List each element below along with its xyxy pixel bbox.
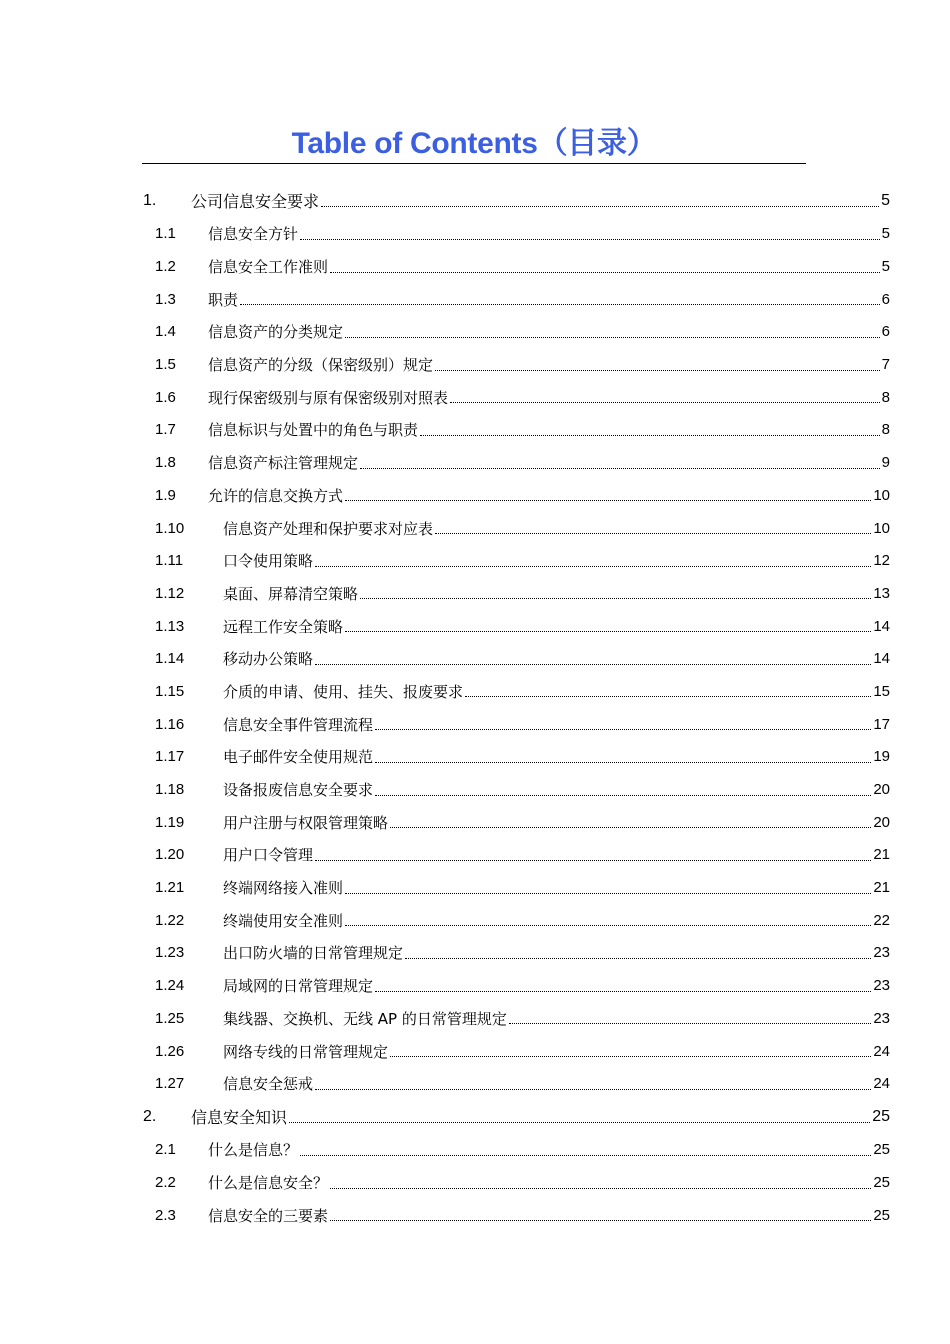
toc-entry-title[interactable]: 终端网络接入准则 — [223, 879, 344, 898]
toc-entry-title[interactable]: 电子邮件安全使用规范 — [223, 748, 374, 767]
toc-dot-leader — [330, 1219, 871, 1221]
toc-entry-number: 1.9 — [155, 486, 176, 504]
toc-entry[interactable] — [143, 577, 890, 610]
toc-entry-title[interactable]: 信息安全工作准则 — [208, 258, 329, 277]
toc-entry-number: 1.8 — [155, 454, 176, 472]
toc-dot-leader — [345, 892, 871, 894]
toc-entry-page: 19 — [873, 748, 890, 766]
toc-entry-number: 1.20 — [155, 846, 185, 864]
toc-entry-page: 10 — [873, 519, 890, 537]
toc-dot-leader — [300, 1154, 871, 1156]
toc-entry-number: 1.4 — [155, 323, 176, 341]
toc-entry-number: 1.11 — [155, 552, 184, 570]
toc-entry[interactable] — [143, 1166, 890, 1199]
toc-dot-leader — [509, 1022, 871, 1024]
toc-dot-leader — [345, 924, 871, 926]
toc-dot-leader — [315, 859, 871, 861]
toc-entry-number: 1.13 — [155, 617, 185, 635]
toc-entry-number: 1.7 — [155, 421, 176, 439]
toc-dot-leader — [375, 761, 871, 763]
toc-entry-number: 2.3 — [155, 1206, 176, 1224]
toc-entry[interactable] — [143, 642, 890, 675]
table-of-contents — [143, 184, 890, 1232]
toc-entry-page: 6 — [881, 323, 890, 341]
toc-entry[interactable] — [143, 184, 890, 218]
toc-entry[interactable] — [143, 610, 890, 643]
toc-entry-title[interactable]: 移动办公策略 — [223, 650, 314, 669]
toc-entry[interactable] — [143, 414, 890, 447]
toc-entry-number: 1.21 — [155, 879, 185, 897]
toc-entry-title[interactable]: 集线器、交换机、无线 AP 的日常管理规定 — [223, 1009, 507, 1028]
toc-entry-number: 1.17 — [155, 748, 185, 766]
toc-dot-leader — [240, 303, 880, 305]
toc-entry-page: 24 — [873, 1042, 890, 1060]
toc-entry[interactable] — [143, 381, 890, 414]
toc-entry-number: 1.2 — [155, 258, 176, 276]
toc-entry-title[interactable]: 信息安全事件管理流程 — [223, 715, 374, 734]
toc-entry-number: 1.6 — [155, 388, 176, 406]
toc-entry-title[interactable]: 信息资产标注管理规定 — [208, 454, 359, 473]
toc-entry-number: 1.19 — [155, 813, 185, 831]
toc-entry-number: 1.26 — [155, 1042, 185, 1060]
toc-dot-leader — [360, 597, 871, 599]
toc-entry-title[interactable]: 终端使用安全准则 — [223, 911, 344, 930]
toc-entry-page: 9 — [881, 454, 890, 472]
toc-entry-title[interactable]: 信息资产的分类规定 — [208, 323, 344, 342]
toc-entry-title[interactable]: 设备报废信息安全要求 — [223, 781, 374, 800]
toc-dot-leader — [315, 663, 871, 665]
toc-dot-leader — [315, 1088, 871, 1090]
toc-dot-leader — [375, 794, 871, 796]
toc-entry[interactable] — [143, 871, 890, 904]
toc-entry-title[interactable]: 出口防火墙的日常管理规定 — [223, 944, 404, 963]
toc-entry-page: 25 — [872, 1107, 890, 1125]
toc-dot-leader — [345, 630, 871, 632]
toc-entry-title[interactable]: 信息标识与处置中的角色与职责 — [208, 421, 419, 440]
toc-entry-title[interactable]: 桌面、屏幕清空策略 — [223, 584, 359, 603]
toc-entry-title[interactable]: 网络专线的日常管理规定 — [223, 1042, 389, 1061]
toc-entry-number: 2.1 — [155, 1141, 176, 1159]
toc-entry[interactable] — [143, 479, 890, 512]
toc-entry-number: 1.14 — [155, 650, 185, 668]
toc-entry-number: 1.16 — [155, 715, 185, 733]
toc-entry[interactable] — [143, 839, 890, 872]
toc-dot-leader — [330, 1187, 871, 1189]
toc-dot-leader — [375, 728, 871, 730]
toc-entry[interactable] — [143, 773, 890, 806]
toc-entry[interactable] — [143, 283, 890, 316]
toc-dot-leader — [289, 1121, 870, 1123]
toc-entry[interactable] — [143, 250, 890, 283]
toc-entry-page: 23 — [873, 1009, 890, 1027]
toc-entry-page: 25 — [873, 1206, 890, 1224]
toc-entry-number: 1.23 — [155, 944, 185, 962]
toc-entry-page: 10 — [873, 486, 890, 504]
toc-entry-page: 5 — [881, 191, 890, 209]
toc-entry-page: 25 — [873, 1174, 890, 1192]
toc-dot-leader — [330, 271, 880, 273]
toc-entry[interactable] — [143, 1067, 890, 1100]
toc-entry-number: 1.25 — [155, 1009, 185, 1027]
toc-entry-title[interactable]: 信息资产处理和保护要求对应表 — [223, 519, 434, 538]
toc-entry-page: 23 — [873, 944, 890, 962]
toc-entry-title[interactable]: 远程工作安全策略 — [223, 617, 344, 636]
toc-entry-number: 1.15 — [155, 682, 185, 700]
title-underline — [142, 163, 806, 164]
toc-entry-title[interactable]: 职责 — [208, 290, 239, 309]
toc-title: Table of Contents（目录） — [291, 127, 657, 160]
toc-entry-page: 13 — [873, 584, 890, 602]
toc-entry-page: 8 — [881, 388, 890, 406]
toc-entry-page: 8 — [881, 421, 890, 439]
toc-entry[interactable] — [143, 675, 890, 708]
toc-entry-number: 1. — [143, 191, 157, 209]
toc-dot-leader — [390, 1055, 871, 1057]
toc-dot-leader — [435, 532, 871, 534]
toc-dot-leader — [405, 957, 871, 959]
toc-entry-page: 5 — [881, 225, 890, 243]
toc-entry-page: 15 — [873, 682, 890, 700]
toc-entry-title[interactable]: 用户口令管理 — [223, 846, 314, 865]
toc-entry-number: 1.22 — [155, 911, 185, 929]
toc-entry[interactable] — [143, 218, 890, 251]
toc-dot-leader — [465, 695, 871, 697]
toc-entry-number: 1.27 — [155, 1075, 185, 1093]
toc-entry[interactable] — [143, 446, 890, 479]
toc-entry[interactable] — [143, 937, 890, 970]
toc-entry[interactable] — [143, 316, 890, 349]
toc-entry[interactable] — [143, 1035, 890, 1068]
toc-entry-title[interactable]: 什么是信息？ — [208, 1141, 299, 1160]
toc-entry[interactable] — [143, 1199, 890, 1232]
toc-entry[interactable] — [143, 1134, 890, 1167]
toc-entry-title[interactable]: 口令使用策略 — [223, 552, 314, 571]
toc-entry[interactable] — [143, 1002, 890, 1035]
toc-entry-title[interactable]: 现行保密级别与原有保密级别对照表 — [208, 388, 449, 407]
toc-entry-number: 1.18 — [155, 781, 185, 799]
toc-entry-number: 1.5 — [155, 356, 176, 374]
toc-entry-number: 1.12 — [155, 584, 185, 602]
toc-dot-leader — [390, 826, 871, 828]
toc-entry-number: 1.1 — [155, 225, 176, 243]
toc-entry[interactable] — [143, 512, 890, 545]
toc-entry-title[interactable]: 信息资产的分级（保密级别）规定 — [208, 356, 434, 375]
toc-entry-number: 1.3 — [155, 290, 176, 308]
toc-entry-title[interactable]: 信息安全的三要素 — [208, 1206, 329, 1225]
toc-entry-number: 1.24 — [155, 977, 185, 995]
toc-dot-leader — [345, 499, 871, 501]
toc-entry[interactable] — [143, 1100, 890, 1134]
toc-dot-leader — [315, 565, 871, 567]
toc-entry-page: 6 — [881, 290, 890, 308]
toc-entry-page: 7 — [881, 356, 890, 374]
toc-dot-leader — [360, 467, 880, 469]
toc-entry-title[interactable]: 用户注册与权限管理策略 — [223, 813, 389, 832]
toc-entry-title[interactable]: 局域网的日常管理规定 — [223, 977, 374, 996]
toc-entry-number: 2. — [143, 1107, 157, 1125]
toc-entry-page: 22 — [873, 911, 890, 929]
toc-entry-title[interactable]: 介质的申请、使用、挂失、报废要求 — [223, 682, 464, 701]
toc-entry[interactable] — [143, 544, 890, 577]
toc-entry-title[interactable]: 信息安全惩戒 — [223, 1075, 314, 1094]
toc-entry-number: 1.10 — [155, 519, 185, 537]
toc-entry-title[interactable]: 信息安全方针 — [208, 225, 299, 244]
toc-dot-leader — [435, 369, 880, 371]
toc-entry-page: 21 — [873, 879, 890, 897]
toc-entry-page: 20 — [873, 781, 890, 799]
toc-dot-leader — [321, 205, 879, 207]
toc-entry-page: 12 — [873, 552, 890, 570]
toc-entry[interactable] — [143, 741, 890, 774]
toc-entry-page: 25 — [873, 1141, 890, 1159]
toc-entry-page: 14 — [873, 617, 890, 635]
toc-entry-title[interactable]: 公司信息安全要求 — [191, 192, 320, 212]
toc-dot-leader — [345, 336, 880, 338]
toc-entry-page: 21 — [873, 846, 890, 864]
toc-entry-title[interactable]: 什么是信息安全？ — [208, 1174, 329, 1193]
toc-entry-page: 5 — [881, 258, 890, 276]
toc-entry-page: 14 — [873, 650, 890, 668]
toc-dot-leader — [420, 434, 880, 436]
toc-entry[interactable] — [143, 348, 890, 381]
toc-dot-leader — [300, 238, 880, 240]
toc-entry-page: 24 — [873, 1075, 890, 1093]
toc-dot-leader — [450, 401, 880, 403]
toc-entry[interactable] — [143, 806, 890, 839]
toc-entry[interactable] — [143, 904, 890, 937]
toc-entry-page: 23 — [873, 977, 890, 995]
toc-entry-title[interactable]: 信息安全知识 — [191, 1108, 288, 1128]
toc-entry-page: 20 — [873, 813, 890, 831]
toc-entry-page: 17 — [873, 715, 890, 733]
toc-entry[interactable] — [143, 708, 890, 741]
toc-entry-title[interactable]: 允许的信息交换方式 — [208, 486, 344, 505]
toc-dot-leader — [375, 990, 871, 992]
toc-entry[interactable] — [143, 969, 890, 1002]
toc-entry-number: 2.2 — [155, 1174, 176, 1192]
